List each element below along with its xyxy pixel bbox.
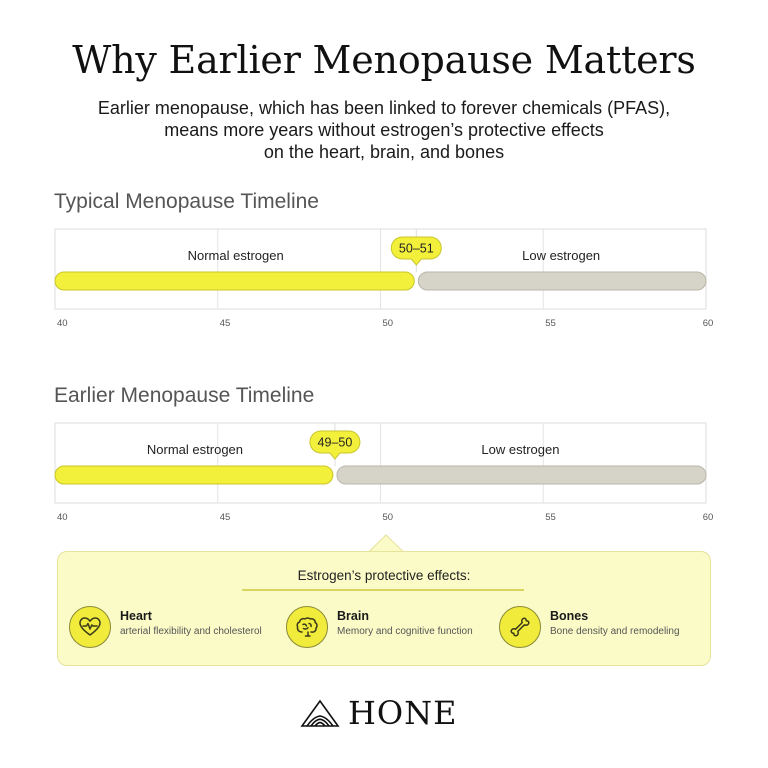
effect-bones-desc: Bone density and remodeling — [550, 626, 680, 637]
menopause-age-label: 50–51 — [398, 241, 434, 256]
effect-brain-desc: Memory and cognitive function — [337, 626, 473, 637]
effect-brain-name: Brain — [337, 609, 369, 623]
menopause-age-label: 49–50 — [317, 435, 353, 450]
protective-effects-callout — [57, 551, 711, 666]
brand-name: HONE — [348, 694, 458, 732]
x-tick-label: 55 — [545, 318, 556, 329]
effects-divider — [242, 589, 524, 591]
low-estrogen-bar — [337, 466, 706, 484]
normal-estrogen-label: Normal estrogen — [187, 248, 284, 263]
brain-icon — [286, 606, 328, 648]
x-tick-label: 50 — [382, 318, 394, 329]
typical-timeline-title: Typical Menopause Timeline — [54, 190, 319, 213]
x-tick-label: 40 — [57, 318, 68, 329]
effect-heart-desc: arterial flexibility and cholesterol — [120, 626, 262, 637]
effect-bones-name: Bones — [550, 609, 589, 623]
low-estrogen-label: Low estrogen — [522, 248, 601, 263]
normal-estrogen-bar — [55, 272, 414, 290]
x-tick-label: 50 — [382, 512, 394, 523]
effects-heading: Estrogen’s protective effects: — [297, 568, 471, 583]
normal-estrogen-label: Normal estrogen — [146, 442, 244, 457]
x-tick-label: 60 — [702, 512, 714, 523]
earlier-timeline-chart — [0, 419, 768, 529]
x-tick-label: 40 — [57, 512, 68, 523]
page-subtitle — [44, 97, 724, 163]
heart-icon — [69, 606, 111, 648]
x-tick-label: 55 — [545, 512, 556, 523]
hone-logo — [300, 696, 470, 732]
x-tick-label: 45 — [219, 318, 231, 329]
subtitle-line-3: on the heart, brain, and bones — [263, 142, 505, 162]
normal-estrogen-bar — [55, 466, 333, 484]
effect-heart-name: Heart — [120, 609, 152, 623]
x-tick-label: 60 — [702, 318, 714, 329]
page-title: Why Earlier Menopause Matters — [72, 38, 696, 82]
typical-timeline-chart — [0, 225, 768, 335]
subtitle-line-1: Earlier menopause, which has been linked to forever chemicals (PFAS), — [97, 98, 671, 118]
subtitle-line-2: means more years without estrogen’s protective effects — [164, 120, 604, 140]
low-estrogen-label: Low estrogen — [481, 442, 560, 457]
low-estrogen-bar — [418, 272, 706, 290]
bone-icon — [499, 606, 541, 648]
x-tick-label: 45 — [219, 512, 231, 523]
hone-mountain-icon — [300, 698, 340, 728]
earlier-timeline-title: Earlier Menopause Timeline — [54, 384, 315, 407]
